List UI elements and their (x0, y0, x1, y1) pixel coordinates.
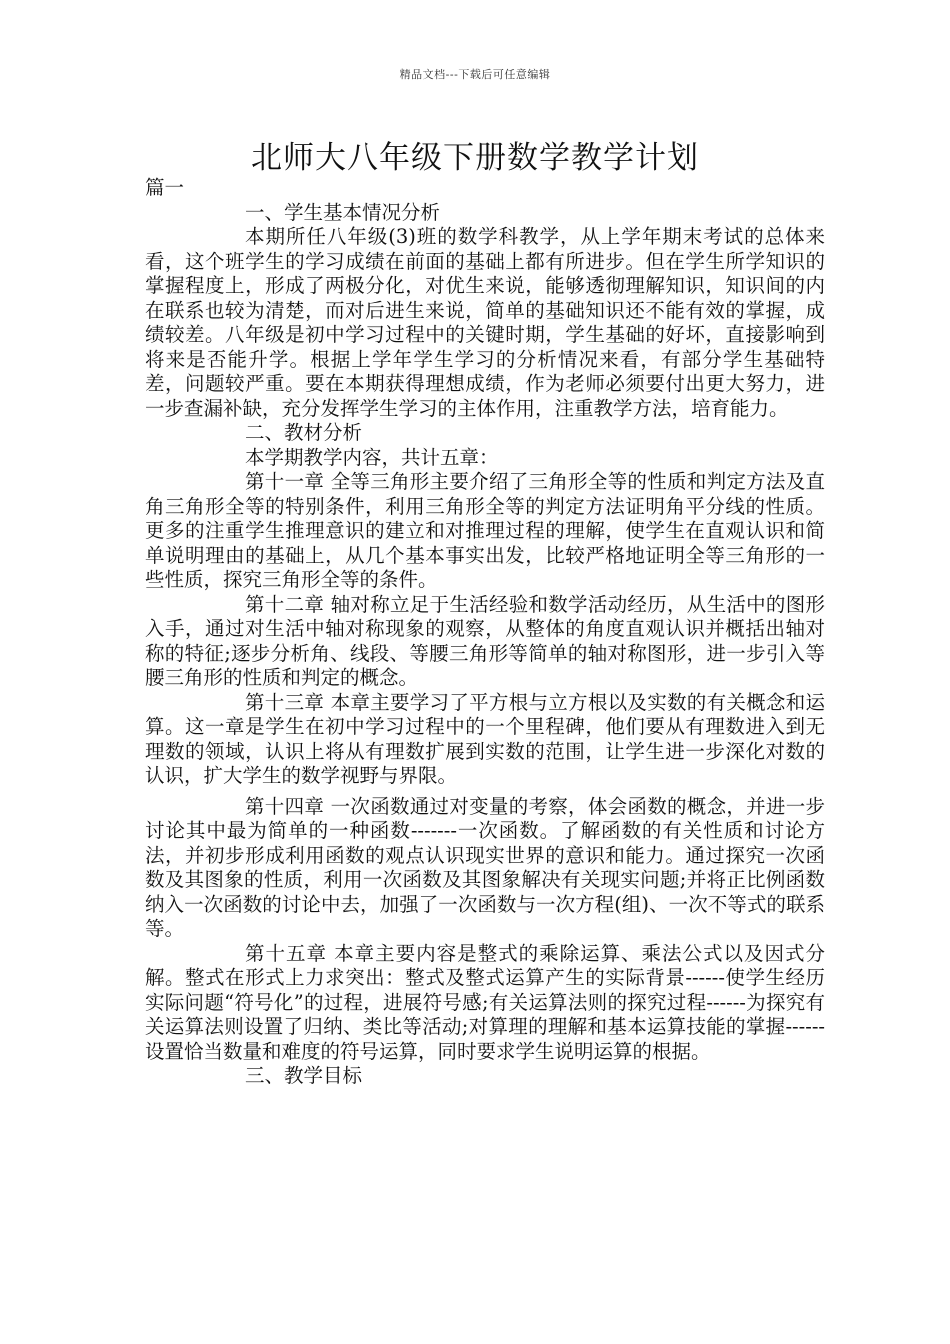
paragraph-chapter-11: 第十一章 全等三角形主要介绍了三角形全等的性质和判定方法及直角三角形全等的特别条件，利用三角形全等的判定方法证明角平分线的性质。更多的注重学生推理意识的建立和对推理过程的理解，使学生在直观认识和简单说明理由的基础上，从几个基本事实出发，比较严格地证明全等三角形的一些性质，探究三角形全等的条件。 (145, 470, 825, 591)
section-heading-2: 二、教材分析 (245, 421, 363, 444)
paragraph-chapter-12: 第十二章 轴对称立足于生活经验和数学活动经历，从生活中的图形入手，通过对生活中轴对称现象的观察，从整体的角度直观认识并概括出轴对称的特征;逐步分析角、线段、等腰三角形等简单的轴对称图形，进一步引入等腰三角形的性质和判定的概念。 (145, 592, 825, 689)
document-body (145, 176, 825, 1089)
document-title: 北师大八年级下册数学教学计划 (251, 140, 699, 176)
section-heading-3: 三、教学目标 (245, 1064, 363, 1087)
header-note: 精品文档---下载后可任意编辑 (399, 68, 551, 81)
paragraph-chapter-13: 第十三章 本章主要学习了平方根与立方根以及实数的有关概念和运算。这一章是学生在初中学习过程中的一个里程碑，他们要从有理数进入到无理数的领域，认识上将从有理数扩展到实数的范围，让学生进一步深化对数的认识，扩大学生的数学视野与界限。 (145, 690, 825, 787)
part-label: 篇一 (145, 176, 185, 199)
section-heading-1: 一、学生基本情况分析 (245, 200, 441, 224)
paragraph-student-analysis: 本期所任八年级(3)班的数学科教学，从上学年期末考试的总体来看，这个班学生的学习成绩在前面的基础上都有所进步。但在学生所学知识的掌握程度上，形成了两极分化，对优生来说，能够透彻理解知识，知识间的内在联系也较为清楚，而对后进生来说，简单的基础知识还不能有效的掌握，成绩较差。八年级是初中学习过程中的关键时期，学生基础的好坏，直接影响到将来是否能升学。根据上学年学生学习的分析情况来看，有部分学生基础特差，问题较严重。要在本期获得理想成绩，作为老师必须要付出更大努力，进一步查漏补缺，充分发挥学生学习的主体作用，注重教学方法，培育能力。 (145, 225, 825, 420)
textbook-intro-text: 本学期教学内容，共计五章： (245, 445, 499, 469)
paragraph-chapter-15: 第十五章 本章主要内容是整式的乘除运算、乘法公式以及因式分解。整式在形式上力求突出：整式及整式运算产生的实际背景------使学生经历实际问题“符号化”的过程，进展符号感;有关运算法则的探究过程------为探究有关运算法则设置了归纳、类比等活动;对算理的理解和基本运算技能的掌握------设置恰当数量和难度的符号运算，同时要求学生说明运算的根据。 (145, 941, 825, 1063)
paragraph-chapter-14: 第十四章 一次函数通过对变量的考察，体会函数的概念，并进一步讨论其中最为简单的一种函数-------一次函数。了解函数的有关性质和讨论方法，并初步形成利用函数的观点认识现实世界的意识和能力。通过探究一次函数及其图象的性质，利用一次函数及其图象解决有关现实问题;并将正比例函数纳入一次函数的讨论中去，加强了一次函数与一次方程(组)、一次不等式的联系等。 (145, 794, 825, 940)
paragraph-textbook-intro (145, 446, 825, 471)
